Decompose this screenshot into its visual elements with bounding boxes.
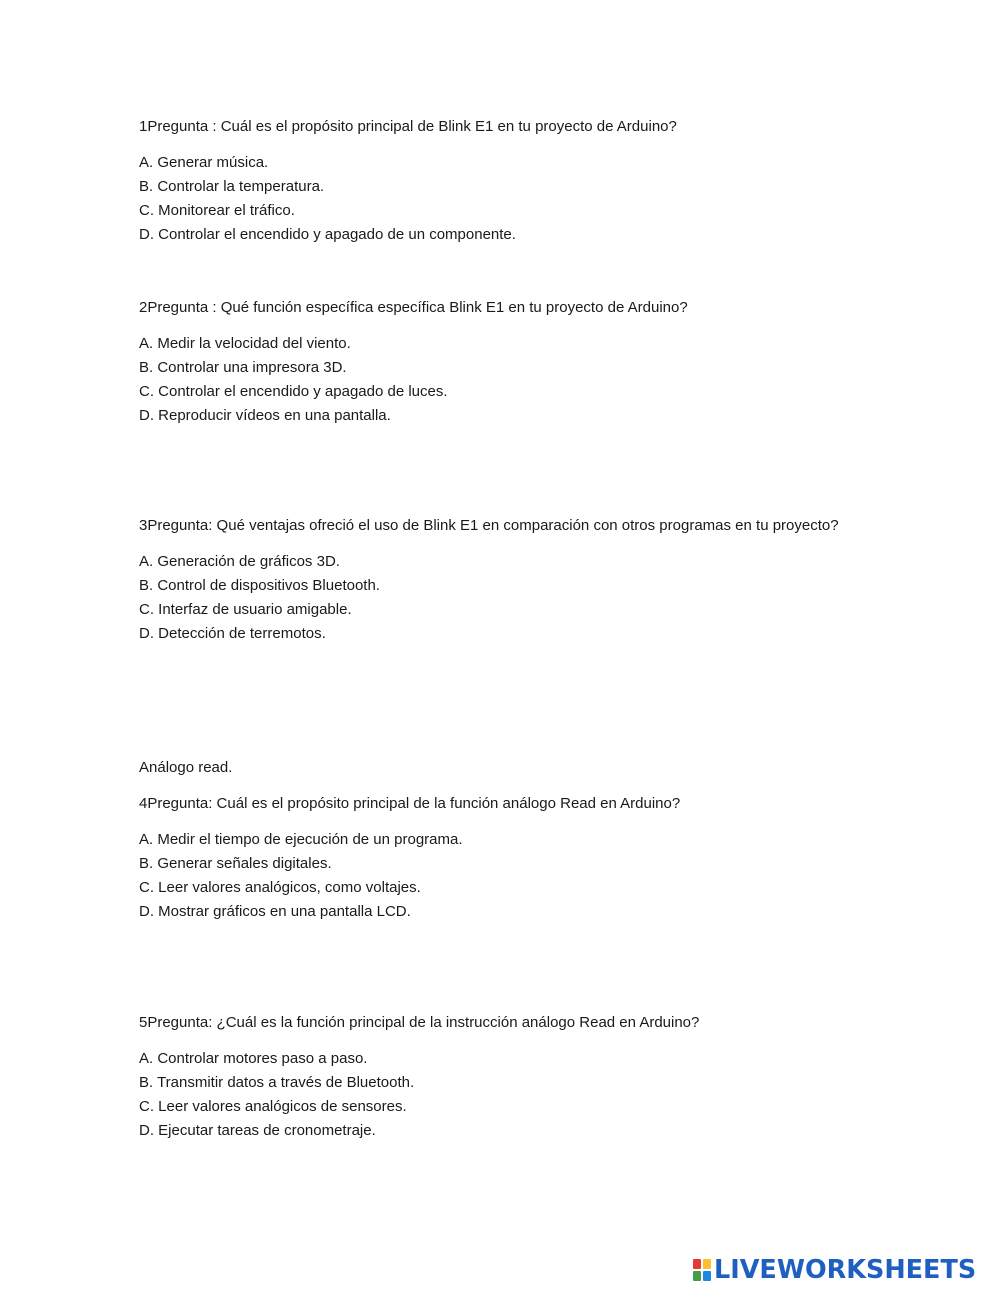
question-2 — [139, 296, 839, 428]
question-1-option-b[interactable]: B. Controlar la temperatura. — [139, 178, 325, 195]
question-3-option-c[interactable]: C. Interfaz de usuario amigable. — [139, 601, 352, 618]
question-1 — [139, 115, 839, 247]
question-3-option-b[interactable]: B. Control de dispositivos Bluetooth. — [139, 577, 380, 594]
question-5-option-c[interactable]: C. Leer valores analógicos de sensores. — [139, 1098, 407, 1115]
section-heading: Análogo read. — [139, 759, 233, 776]
question-4-option-a[interactable]: A. Medir el tiempo de ejecución de un programa. — [139, 831, 463, 848]
question-3-text: 3Pregunta: Qué ventajas ofreció el uso de Blink E1 en comparación con otros programas en tu proyecto? — [139, 517, 839, 534]
question-1-text: 1Pregunta : Cuál es el propósito principal de Blink E1 en tu proyecto de Arduino? — [139, 118, 677, 135]
question-5-option-d[interactable]: D. Ejecutar tareas de cronometraje. — [139, 1122, 376, 1139]
question-4-text: 4Pregunta: Cuál es el propósito principal de la función análogo Read en Arduino? — [139, 795, 681, 812]
question-3-option-a[interactable]: A. Generación de gráficos 3D. — [139, 553, 340, 570]
question-3 — [139, 514, 839, 646]
logo-text: LIVEWORKSHEETS — [714, 1255, 977, 1285]
question-4-option-d[interactable]: D. Mostrar gráficos en una pantalla LCD. — [139, 903, 411, 920]
question-2-option-a[interactable]: A. Medir la velocidad del viento. — [139, 335, 351, 352]
question-1-option-d[interactable]: D. Controlar el encendido y apagado de un componente. — [139, 226, 516, 243]
question-2-option-b[interactable]: B. Controlar una impresora 3D. — [139, 359, 347, 376]
question-1-option-a[interactable]: A. Generar música. — [139, 154, 269, 171]
question-4-option-c[interactable]: C. Leer valores analógicos, como voltajes. — [139, 879, 421, 896]
question-5-option-b[interactable]: B. Transmitir datos a través de Bluetooth. — [139, 1074, 415, 1091]
question-5-option-a[interactable]: A. Controlar motores paso a paso. — [139, 1050, 368, 1067]
liveworksheets-logo — [693, 1254, 993, 1286]
question-1-option-c[interactable]: C. Monitorear el tráfico. — [139, 202, 295, 219]
question-5 — [139, 1011, 839, 1143]
question-2-text: 2Pregunta : Qué función específica específica Blink E1 en tu proyecto de Arduino? — [139, 299, 688, 316]
question-5-text: 5Pregunta: ¿Cuál es la función principal de la instrucción análogo Read en Arduino? — [139, 1014, 700, 1031]
liveworksheets-logo-icon — [693, 1259, 711, 1281]
question-2-option-d[interactable]: D. Reproducir vídeos en una pantalla. — [139, 407, 391, 424]
question-2-option-c[interactable]: C. Controlar el encendido y apagado de luces. — [139, 383, 448, 400]
question-4 — [139, 756, 839, 924]
question-3-option-d[interactable]: D. Detección de terremotos. — [139, 625, 326, 642]
question-4-option-b[interactable]: B. Generar señales digitales. — [139, 855, 332, 872]
